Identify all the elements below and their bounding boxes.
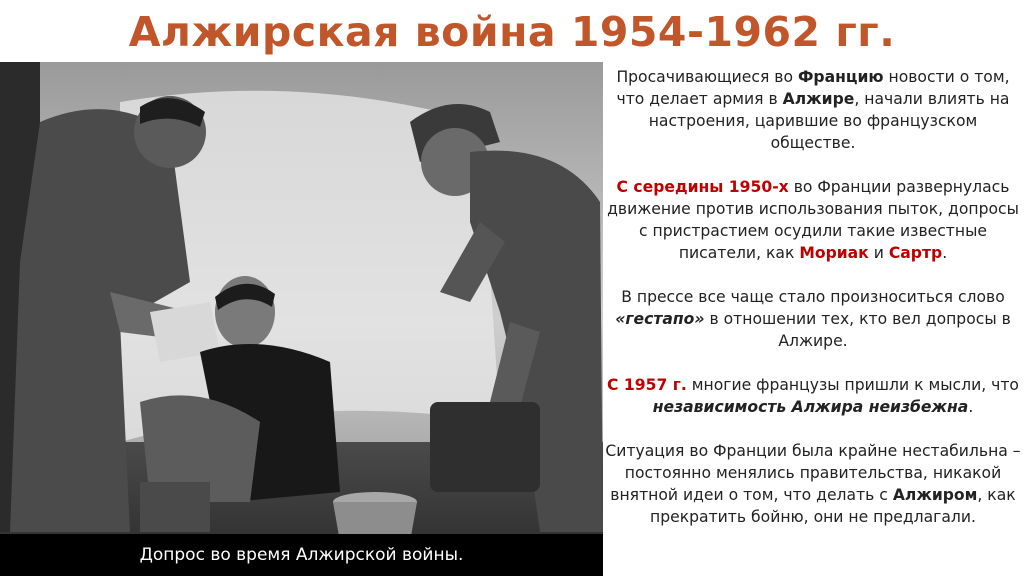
interrogation-photo bbox=[0, 62, 603, 576]
text-run-red: Сартр bbox=[888, 244, 943, 262]
text-run: новости о том, что делает армия в bbox=[616, 68, 1010, 108]
text-run: многие французы пришли к мысли, что bbox=[686, 376, 1019, 394]
paragraph-3 bbox=[604, 286, 1022, 352]
text-run: в отношении тех, кто вел допросы в Алжире. bbox=[704, 310, 1011, 350]
text-run: и bbox=[868, 244, 889, 262]
paragraph-1 bbox=[604, 66, 1022, 154]
slide-title: Алжирская война 1954-1962 гг. bbox=[128, 8, 896, 56]
text-run-bold-italic: «гестапо» bbox=[615, 310, 705, 328]
text-run-bold: Алжире bbox=[782, 90, 855, 108]
text-run: , как прекратить бойню, они не предлагали. bbox=[650, 486, 1016, 526]
text-run-bold: Францию bbox=[797, 68, 884, 86]
paragraph-2 bbox=[604, 176, 1022, 264]
text-column bbox=[604, 66, 1022, 528]
paragraph-5 bbox=[604, 440, 1022, 528]
text-run-red: С 1957 г. bbox=[607, 376, 687, 394]
text-run: Просачивающиеся во bbox=[616, 68, 798, 86]
paragraph-4 bbox=[604, 374, 1022, 418]
text-run: . bbox=[942, 244, 948, 262]
text-run: . bbox=[968, 398, 974, 416]
photo-caption bbox=[0, 534, 603, 576]
text-run-red: С середины 1950-х bbox=[616, 178, 789, 196]
photo-caption-text: Допрос во время Алжирской войны. bbox=[139, 545, 464, 565]
text-run: во Франции развернулась движение против использования пыток, допросы с пристрастием осудили такие известные писатели, как bbox=[607, 178, 1019, 262]
photo-illustration bbox=[0, 62, 603, 576]
text-run: Ситуация во Франции была крайне нестабильна – постоянно менялись правительства, никакой внятной идеи о том, что делать с bbox=[605, 442, 1021, 504]
text-run-red: Мориак bbox=[799, 244, 869, 262]
text-run-bold: Алжиром bbox=[892, 486, 978, 504]
text-run-bold-italic: независимость Алжира неизбежна bbox=[652, 398, 969, 416]
text-run: , начали влиять на настроения, царившие во французском обществе. bbox=[648, 90, 1010, 152]
text-run: В прессе все чаще стало произноситься слово bbox=[621, 288, 1005, 306]
field-bag bbox=[430, 402, 540, 492]
